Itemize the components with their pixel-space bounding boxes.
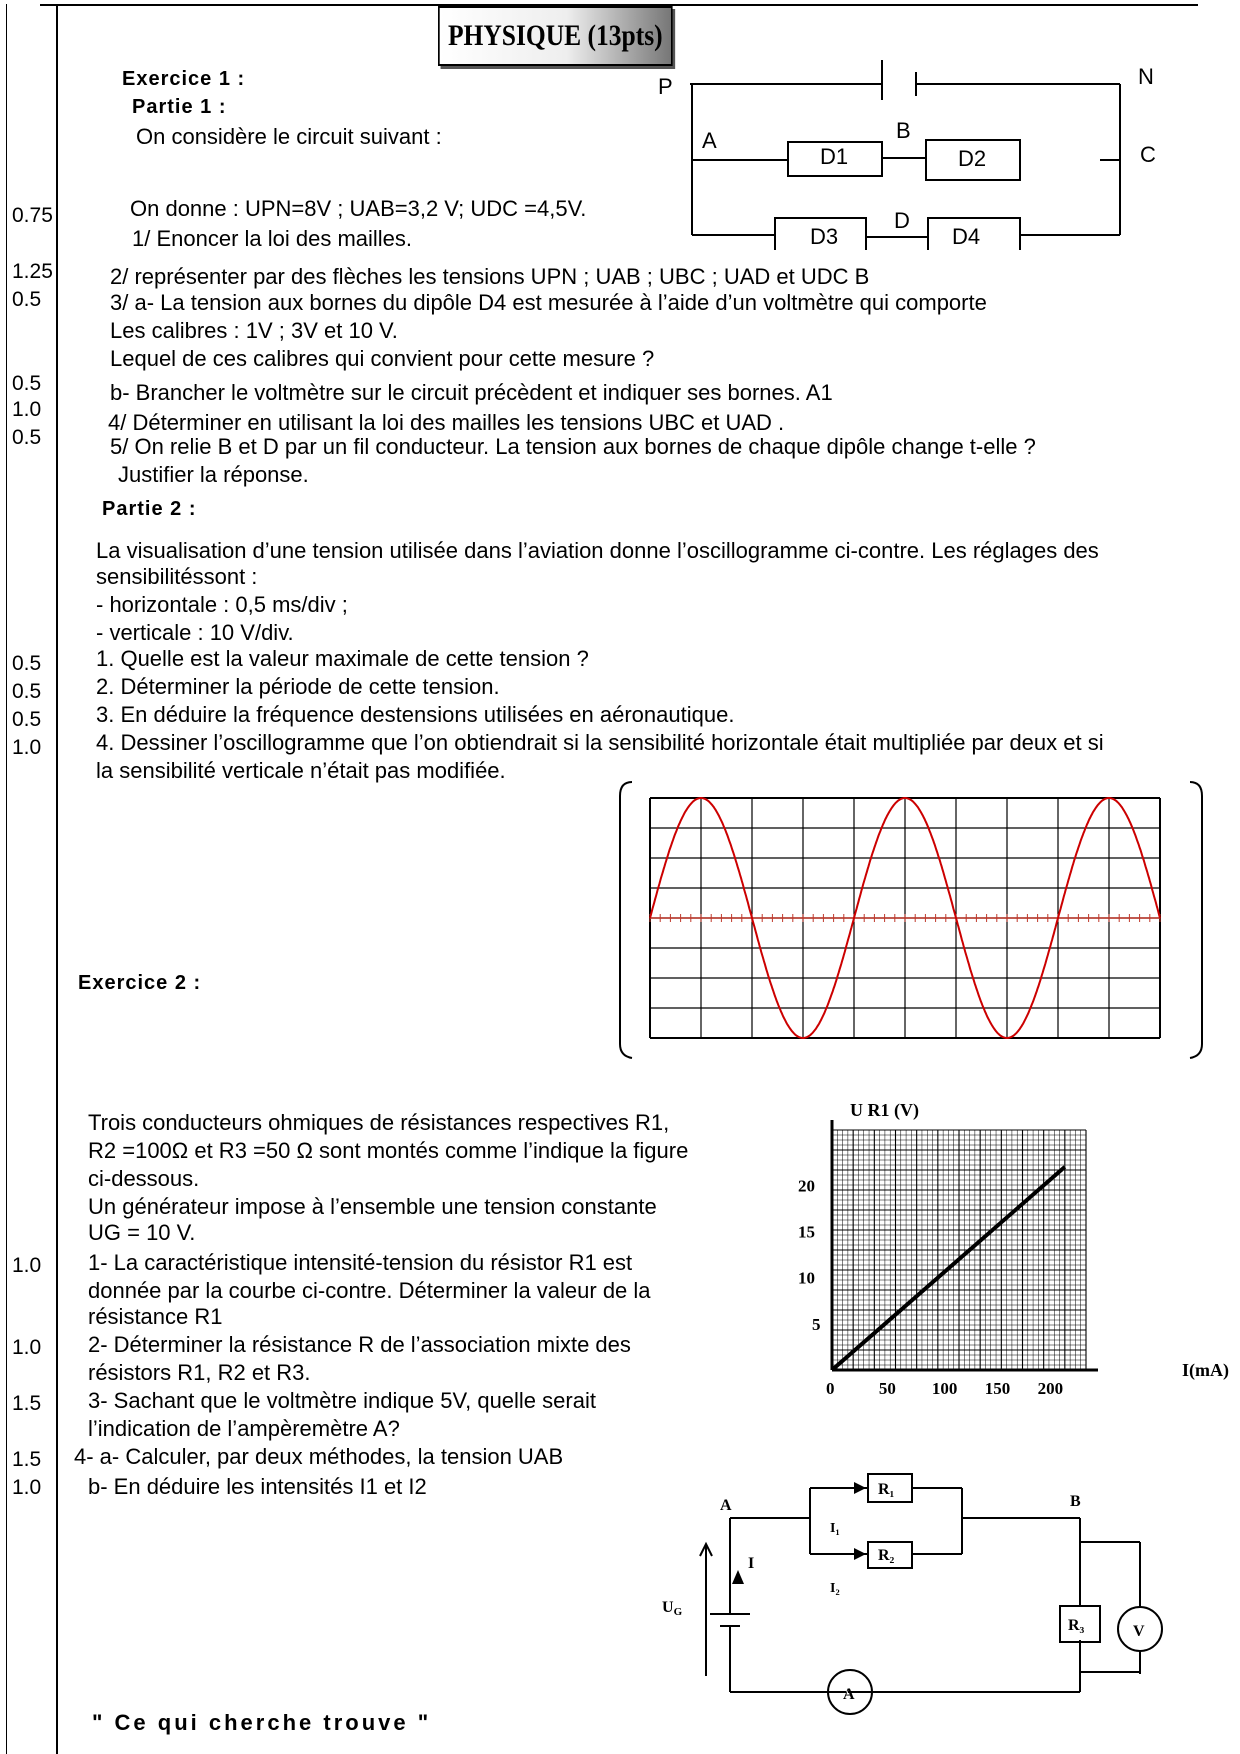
text-line: On considère le circuit suivant : xyxy=(136,124,442,149)
node-N-label: N xyxy=(1138,64,1154,89)
node-B-label: B xyxy=(896,118,911,143)
text-line: 5/ On relie B et D par un fil conducteur. La tension aux bornes de chaque dipôle change t-elle ? xyxy=(110,434,1036,459)
dipole-D2-label: D2 xyxy=(958,146,987,171)
text-line: résistors R1, R2 et R3. xyxy=(88,1360,311,1385)
part-1-title: Partie 1 : xyxy=(132,96,227,118)
score: 0.5 xyxy=(12,288,42,311)
score: 0.5 xyxy=(12,708,42,731)
text-line: 2/ représenter par des flèches les tensions UPN ; UAB ; UBC ; UAD et UDC B xyxy=(110,264,870,289)
text-line: Trois conducteurs ohmiques de résistances respectives R1, xyxy=(88,1110,670,1135)
text-line: 4. Dessiner l’oscillogramme que l’on obtiendrait si la sensibilité horizontale était multipliée par deux et si xyxy=(96,730,1104,755)
dipole-D1-label: D1 xyxy=(820,144,849,169)
node-A-label: A xyxy=(702,128,717,153)
dipole-D3-label: D3 xyxy=(810,224,839,249)
text-line: l’indication de l’ampèremètre A? xyxy=(88,1416,400,1441)
exercise-2-title: Exercice 2 : xyxy=(78,972,202,994)
score: 1.0 xyxy=(12,1336,42,1359)
node-A-label: A xyxy=(720,1497,732,1514)
text-line: Lequel de ces calibres qui convient pour cette mesure ? xyxy=(110,346,655,371)
score: 1.0 xyxy=(12,398,42,421)
text-line: la sensibilité verticale n’était pas modifiée. xyxy=(96,758,506,783)
node-C-label: C xyxy=(1140,142,1156,167)
text-line: 4/ Déterminer en utilisant la loi des mailles les tensions UBC et UAD . xyxy=(108,410,785,435)
circuit-diagram-2 xyxy=(650,1466,1210,1726)
x-axis-label: I(mA) xyxy=(1182,1360,1229,1380)
dipole-D4-label: D4 xyxy=(952,224,981,249)
page-title: PHYSIQUE (13pts) xyxy=(438,6,673,66)
text-line: Justifier la réponse. xyxy=(118,462,309,487)
score: 1.25 xyxy=(12,260,53,283)
text-line: On donne : UPN=8V ; UAB=3,2 V; UDC =4,5V. xyxy=(130,196,587,221)
score: 0.5 xyxy=(12,652,42,675)
text-line: Les calibres : 1V ; 3V et 10 V. xyxy=(110,318,398,343)
x-tick-label: 150 xyxy=(984,1379,1011,1398)
score: 0.5 xyxy=(12,680,42,703)
ui-characteristic-chart xyxy=(790,1094,1240,1434)
node-D-label: D xyxy=(894,208,910,233)
score: 1.0 xyxy=(12,1476,42,1499)
text-line: 1- La caractéristique intensité-tension du résistor R1 est xyxy=(88,1250,633,1275)
score: 1.5 xyxy=(12,1448,42,1471)
text-line: 2. Déterminer la période de cette tension. xyxy=(96,674,500,699)
score: 0.75 xyxy=(12,204,53,227)
score: 1.5 xyxy=(12,1392,42,1415)
text-line: b- Brancher le voltmètre sur le circuit précèdent et indiquer ses bornes. A1 xyxy=(110,380,833,405)
y-tick-label: 10 xyxy=(798,1268,815,1288)
text-line: 1/ Enoncer la loi des mailles. xyxy=(132,226,413,251)
text-line: - verticale : 10 V/div. xyxy=(96,620,294,645)
text-line: UG = 10 V. xyxy=(88,1220,196,1245)
resistor-R3-label: R₃ xyxy=(1068,1617,1085,1634)
current-I-label: I xyxy=(748,1555,755,1572)
text-line: 3/ a- La tension aux bornes du dipôle D4 est mesurée à l’aide d’un voltmètre qui comporte xyxy=(110,290,987,315)
resistor-R1-label: R₁ xyxy=(878,1481,895,1498)
footer-motto: " Ce qui cherche trouve " xyxy=(92,1710,432,1735)
text-line: ci-dessous. xyxy=(88,1166,200,1191)
x-tick-label: 200 xyxy=(1037,1379,1064,1398)
x-tick-label: 100 xyxy=(931,1379,958,1398)
generator-label: UG xyxy=(662,1599,683,1618)
text-line: Un générateur impose à l’ensemble une tension constante xyxy=(88,1194,657,1219)
text-line: 3. En déduire la fréquence destensions utilisées en aéronautique. xyxy=(96,702,735,727)
x-tick-label: 0 xyxy=(826,1379,835,1398)
circuit-diagram-1 xyxy=(650,50,1190,250)
text-line: 1. Quelle est la valeur maximale de cette tension ? xyxy=(96,646,589,671)
score: 0.5 xyxy=(12,372,42,395)
text-line: 4- a- Calculer, par deux méthodes, la tension UAB xyxy=(74,1444,564,1469)
y-tick-label: 15 xyxy=(798,1222,815,1242)
text-line: résistance R1 xyxy=(88,1304,223,1329)
text-line: - horizontale : 0,5 ms/div ; xyxy=(96,592,348,617)
exercise-1-title: Exercice 1 : xyxy=(122,68,246,90)
y-tick-label: 20 xyxy=(798,1176,815,1196)
ammeter-label: A xyxy=(843,1686,855,1703)
text-line: sensibilitéssont : xyxy=(96,564,258,589)
x-tick-label: 50 xyxy=(878,1379,896,1398)
text-line: donnée par la courbe ci-contre. Déterminer la valeur de la xyxy=(88,1278,651,1303)
text-line: b- En déduire les intensités I1 et I2 xyxy=(88,1474,427,1499)
left-edge-line xyxy=(6,4,7,1754)
score: 0.5 xyxy=(12,426,42,449)
score: 1.0 xyxy=(12,736,42,759)
text-line: R2 =100Ω et R3 =50 Ω sont montés comme l’indique la figure xyxy=(88,1138,689,1163)
current-I1-label: I₁ xyxy=(830,1521,840,1536)
score: 1.0 xyxy=(12,1254,42,1277)
current-I2-label: I₂ xyxy=(830,1581,840,1596)
text-line: 2- Déterminer la résistance R de l’association mixte des xyxy=(88,1332,631,1357)
y-tick-label: 5 xyxy=(812,1314,821,1334)
text-line: 3- Sachant que le voltmètre indique 5V, quelle serait xyxy=(88,1388,596,1413)
node-B-label: B xyxy=(1070,1493,1081,1510)
part-2-title: Partie 2 : xyxy=(102,498,197,520)
text-line: La visualisation d’une tension utilisée dans l’aviation donne l’oscillogramme ci-contre. Les réglages des xyxy=(96,538,1099,563)
y-axis-label: U R1 (V) xyxy=(850,1100,919,1120)
oscillogram xyxy=(618,776,1204,1062)
left-margin-line xyxy=(56,4,58,1754)
resistor-R2-label: R₂ xyxy=(878,1547,895,1564)
node-P-label: P xyxy=(658,74,673,99)
voltmeter-label: V xyxy=(1133,1623,1145,1640)
